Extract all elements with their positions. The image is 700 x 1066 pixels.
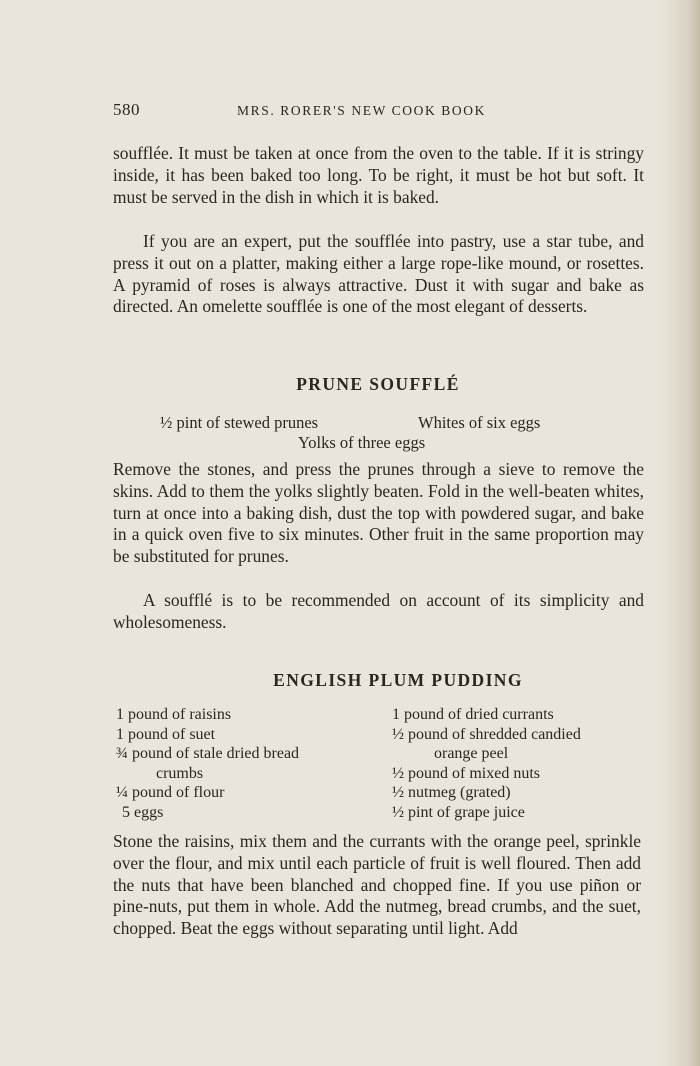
prune-souffle-title: PRUNE SOUFFLÉ <box>296 374 460 394</box>
ingredient-item: ¾ pound of stale dried bread <box>116 745 300 762</box>
running-title: MRS. RORER'S NEW COOK BOOK <box>237 103 486 118</box>
plum-pudding-ingredients-left <box>116 705 299 822</box>
intro-paragraph-2: If you are an expert, put the soufflée into pastry, use a star tube, and press it out on a platter, making either a large rope-like mound, or rosettes. A pyramid of roses is always attractive. Dust it with sugar and bake as directed. An omelette soufflée is one of the most elegant of desserts. <box>113 231 644 317</box>
plum-pudding-title: ENGLISH PLUM PUDDING <box>273 670 523 690</box>
ingredient-item: crumbs <box>156 764 204 782</box>
page-number: 580 <box>113 100 140 119</box>
page-edge-shadow <box>660 0 700 1066</box>
plum-pudding-directions-paragraph: Stone the raisins, mix them and the currants with the orange peel, sprinkle over the flour, and mix until each particle of fruit is well floured. Then add the nuts that have been blanched and chopped fine. If you use piñon or pine-nuts, put them in whole. Add the nutmeg, bread crumbs, and the suet, chopped. Beat the eggs without separating until light. Add <box>113 831 641 939</box>
prune-note-paragraph: A soufflé is to be recommended on account of its simplicity and wholesomeness. <box>113 590 644 632</box>
ingredient-item: 1 pound of dried currants <box>392 706 554 723</box>
prune-ingredient-left: ½ pint of stewed prunes <box>160 413 319 432</box>
ingredient-item: 5 eggs <box>122 803 164 821</box>
ingredient-item: ¼ pound of flour <box>116 784 225 801</box>
running-header <box>113 100 643 124</box>
ingredient-item: orange peel <box>434 745 509 762</box>
ingredient-item: 1 pound of suet <box>116 725 216 743</box>
plum-pudding-ingredients-right <box>392 705 581 822</box>
ingredient-item: ½ pint of grape juice <box>392 803 525 821</box>
ingredient-item: ½ pound of shredded candied <box>392 725 581 743</box>
prune-ingredient-center: Yolks of three eggs <box>298 433 426 452</box>
ingredient-item: 1 pound of raisins <box>116 706 232 723</box>
prune-ingredient-right: Whites of six eggs <box>418 413 541 432</box>
prune-directions-paragraph: Remove the stones, and press the prunes through a sieve to remove the skins. Add to them the yolks slightly beaten. Fold in the well-beaten whites, turn at once into a baking dish, dust the top with powdered sugar, and bake in a quick oven five to six minutes. Other fruit in the same proportion may be substituted for prunes. <box>113 459 644 567</box>
ingredient-item: ½ nutmeg (grated) <box>392 784 511 801</box>
ingredient-item: ½ pound of mixed nuts <box>392 764 540 782</box>
intro-paragraph-1: soufflée. It must be taken at once from the oven to the table. If it is stringy inside, it has been baked too long. To be right, it must be hot but soft. It must be served in the dish in which it is baked. <box>113 143 644 207</box>
